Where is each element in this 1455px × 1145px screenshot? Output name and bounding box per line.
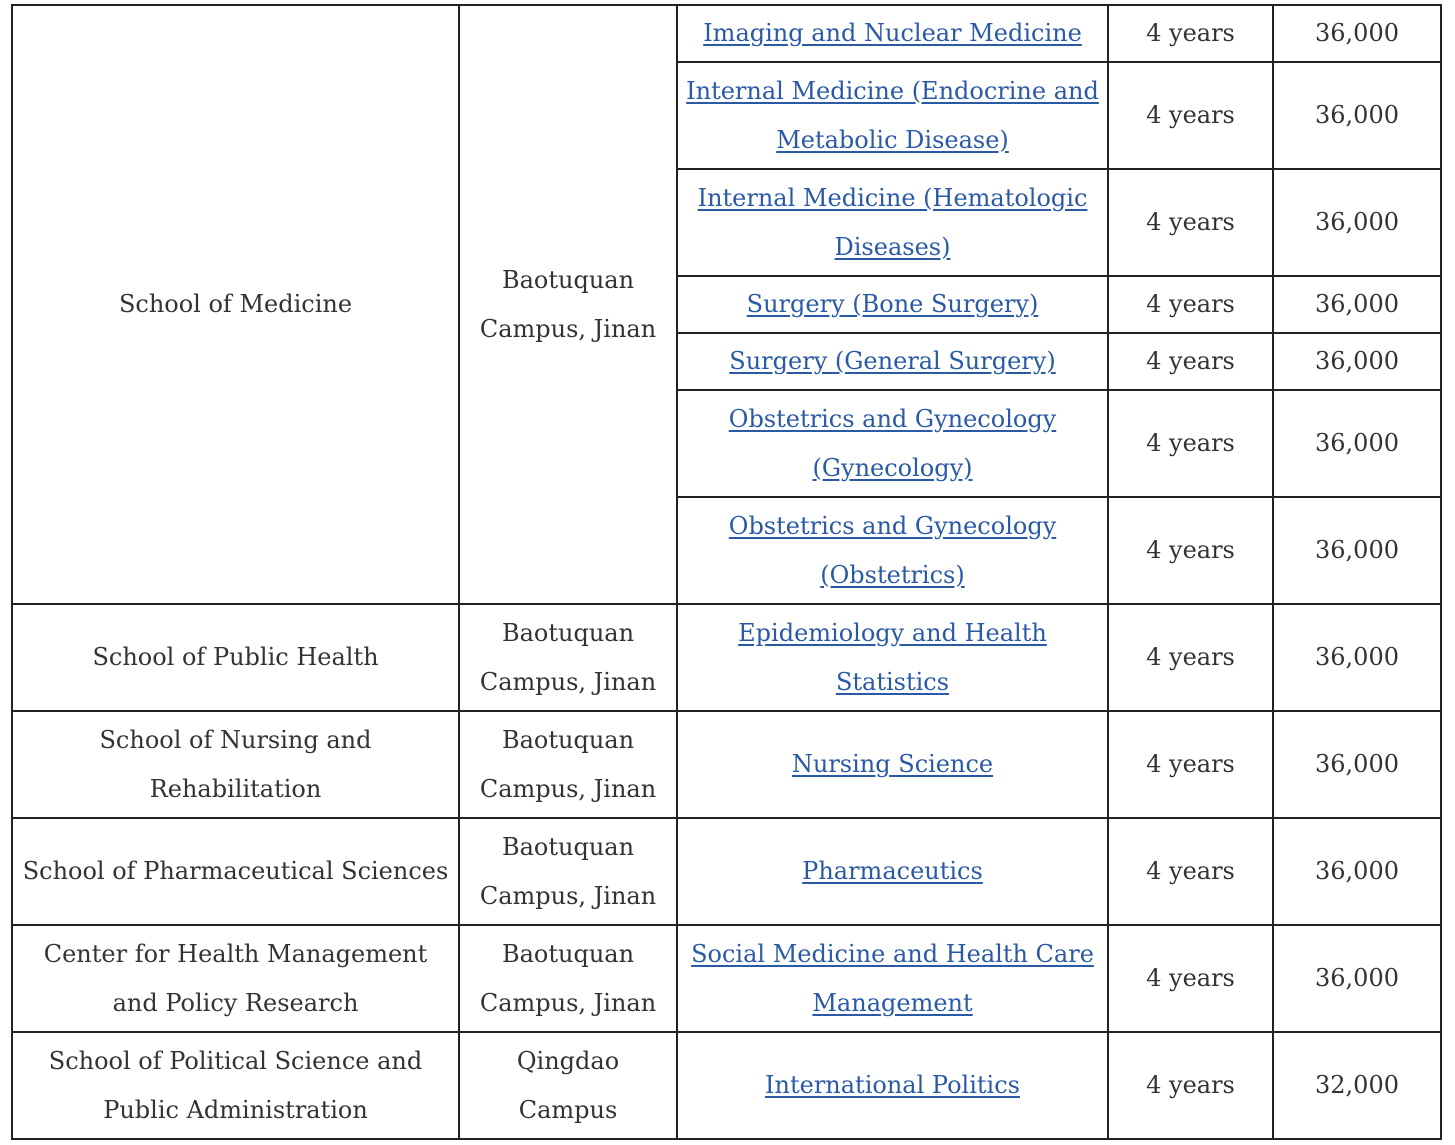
table-row bbox=[12, 925, 1441, 1032]
fee-cell: 36,000 bbox=[1273, 497, 1441, 604]
duration-cell: 4 years bbox=[1108, 5, 1273, 62]
major-cell bbox=[677, 1032, 1108, 1139]
major-link[interactable]: Pharmaceutics bbox=[802, 857, 983, 885]
major-link[interactable]: Internal Medicine (Endocrine and Metabolic Disease) bbox=[686, 76, 1099, 154]
major-link[interactable]: Surgery (Bone Surgery) bbox=[746, 290, 1039, 318]
fee-cell: 36,000 bbox=[1273, 818, 1441, 925]
fee-cell: 36,000 bbox=[1273, 5, 1441, 62]
duration-cell: 4 years bbox=[1108, 169, 1273, 276]
duration-cell: 4 years bbox=[1108, 390, 1273, 497]
major-link[interactable]: Surgery (General Surgery) bbox=[729, 347, 1056, 375]
major-cell bbox=[677, 62, 1108, 169]
campus-cell: Baotuquan Campus, Jinan bbox=[459, 5, 677, 604]
school-cell: School of Medicine bbox=[12, 5, 459, 604]
major-cell bbox=[677, 711, 1108, 818]
table-row bbox=[12, 5, 1441, 62]
duration-cell: 4 years bbox=[1108, 62, 1273, 169]
major-link[interactable]: Imaging and Nuclear Medicine bbox=[703, 19, 1082, 47]
major-cell bbox=[677, 604, 1108, 711]
table-row bbox=[12, 1032, 1441, 1139]
major-cell bbox=[677, 333, 1108, 390]
duration-cell: 4 years bbox=[1108, 604, 1273, 711]
duration-cell: 4 years bbox=[1108, 818, 1273, 925]
school-cell: School of Nursing and Rehabilitation bbox=[12, 711, 459, 818]
fee-cell: 36,000 bbox=[1273, 169, 1441, 276]
major-link[interactable]: Epidemiology and Health Statistics bbox=[738, 618, 1047, 696]
fee-cell: 36,000 bbox=[1273, 925, 1441, 1032]
fee-cell: 36,000 bbox=[1273, 62, 1441, 169]
major-cell bbox=[677, 5, 1108, 62]
school-cell: School of Pharmaceutical Sciences bbox=[12, 818, 459, 925]
major-link[interactable]: Internal Medicine (Hematologic Diseases) bbox=[697, 183, 1088, 261]
major-link[interactable]: Obstetrics and Gynecology (Obstetrics) bbox=[728, 511, 1057, 589]
fee-cell: 36,000 bbox=[1273, 276, 1441, 333]
fee-cell: 36,000 bbox=[1273, 711, 1441, 818]
table-row bbox=[12, 818, 1441, 925]
duration-cell: 4 years bbox=[1108, 497, 1273, 604]
major-link[interactable]: International Politics bbox=[765, 1071, 1020, 1099]
major-cell bbox=[677, 925, 1108, 1032]
campus-cell: Baotuquan Campus, Jinan bbox=[459, 925, 677, 1032]
major-cell bbox=[677, 818, 1108, 925]
duration-cell: 4 years bbox=[1108, 276, 1273, 333]
duration-cell: 4 years bbox=[1108, 711, 1273, 818]
major-cell bbox=[677, 276, 1108, 333]
major-link[interactable]: Nursing Science bbox=[791, 750, 994, 778]
school-cell: Center for Health Management and Policy Research bbox=[12, 925, 459, 1032]
duration-cell: 4 years bbox=[1108, 925, 1273, 1032]
major-cell bbox=[677, 169, 1108, 276]
school-cell: School of Public Health bbox=[12, 604, 459, 711]
programs-table bbox=[11, 4, 1442, 1140]
fee-cell: 36,000 bbox=[1273, 604, 1441, 711]
major-link[interactable]: Obstetrics and Gynecology (Gynecology) bbox=[728, 404, 1057, 482]
table-row bbox=[12, 604, 1441, 711]
campus-cell: Baotuquan Campus, Jinan bbox=[459, 818, 677, 925]
fee-cell: 32,000 bbox=[1273, 1032, 1441, 1139]
major-cell bbox=[677, 390, 1108, 497]
duration-cell: 4 years bbox=[1108, 1032, 1273, 1139]
major-link[interactable]: Social Medicine and Health Care Management bbox=[691, 939, 1094, 1017]
campus-cell: Baotuquan Campus, Jinan bbox=[459, 711, 677, 818]
major-cell bbox=[677, 497, 1108, 604]
fee-cell: 36,000 bbox=[1273, 333, 1441, 390]
campus-cell: Qingdao Campus bbox=[459, 1032, 677, 1139]
duration-cell: 4 years bbox=[1108, 333, 1273, 390]
table-row bbox=[12, 711, 1441, 818]
fee-cell: 36,000 bbox=[1273, 390, 1441, 497]
campus-cell: Baotuquan Campus, Jinan bbox=[459, 604, 677, 711]
school-cell: School of Political Science and Public Administration bbox=[12, 1032, 459, 1139]
